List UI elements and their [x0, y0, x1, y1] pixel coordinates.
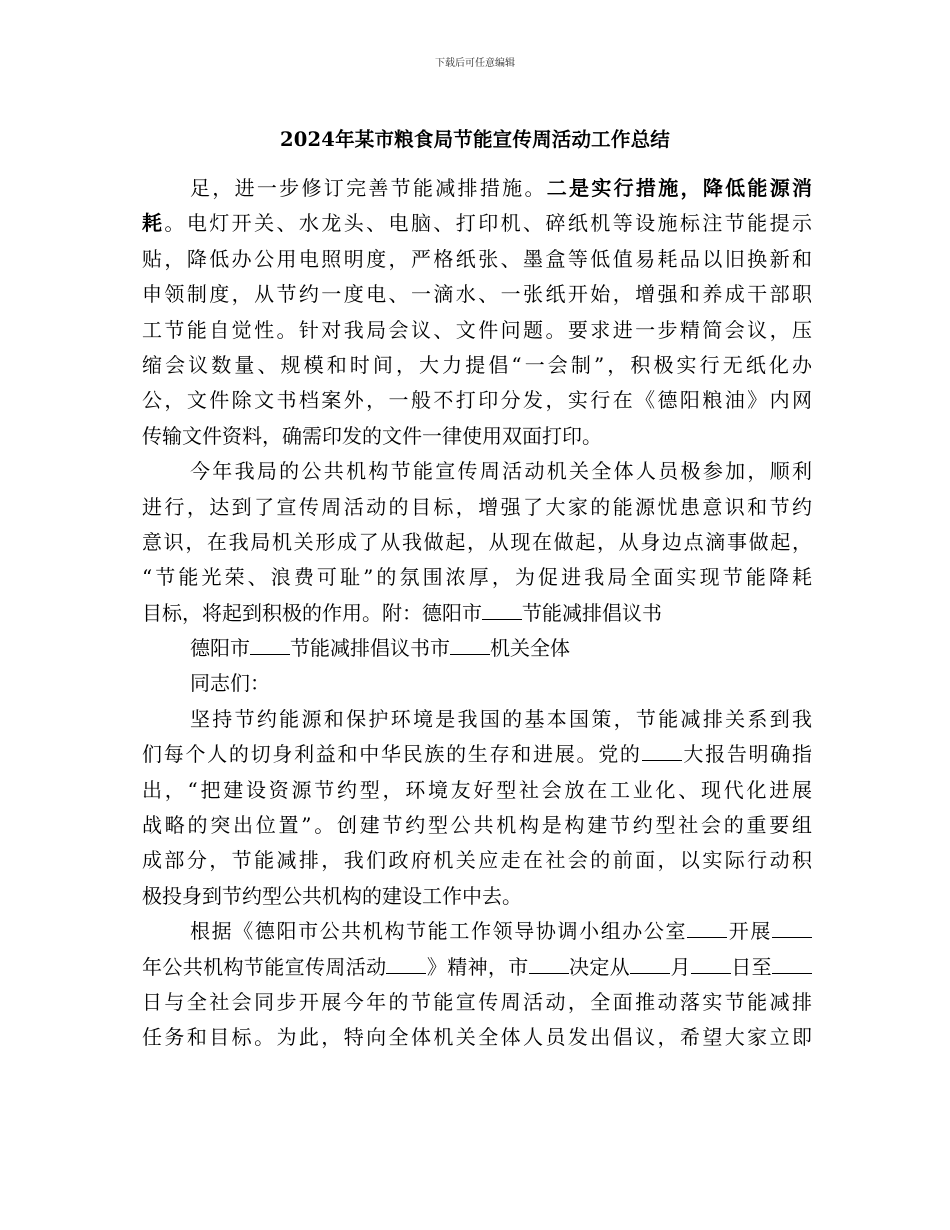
paragraph-line	[142, 914, 812, 948]
blank-underline	[482, 597, 522, 620]
paragraph-line	[142, 631, 812, 665]
salutation: 同志们：	[190, 671, 270, 696]
paragraph-line: 贴，降低办公用电照明度，严格纸张、墨盒等低值易耗品以旧换新和	[142, 246, 812, 271]
blank-underline	[691, 951, 731, 974]
paragraph-line: 坚持节约能源和保护环境是我国的基本国策，节能减排关系到我	[190, 706, 812, 731]
paragraph-line	[142, 206, 812, 240]
paragraph-line: 传输文件资料，确需印发的文件一律使用双面打印。	[142, 423, 602, 448]
text-run: 足，进一步修订完善节能减排措施。	[190, 176, 547, 200]
text-run: 根据《德阳市公共机构节能工作领导协调小组办公室	[190, 919, 688, 944]
text-run: 节能减排倡议书市	[290, 636, 450, 661]
blank-underline	[630, 951, 670, 974]
blank-underline	[772, 915, 812, 938]
paragraph-line: 缩会议数量、规模和时间，大力提倡“一会制”，积极实行无纸化办	[142, 352, 812, 377]
blank-underline	[386, 951, 426, 974]
blank-underline	[642, 738, 682, 761]
paragraph-line: “节能光荣、浪费可耻”的氛围浓厚，为促进我局全面实现节能降耗	[142, 565, 812, 590]
header-note: 下载后可任意编辑	[435, 58, 515, 69]
blank-underline	[687, 915, 727, 938]
text-run: 机关全体	[490, 636, 570, 661]
blank-underline	[529, 951, 569, 974]
bold-text-run: 二是实行措施，降低能源消	[546, 176, 813, 200]
paragraph-line: 公，文件除文书档案外，一般不打印分发，实行在《德阳粮油》内网	[142, 388, 812, 413]
paragraph-line: 极投身到节约型公共机构的建设工作中去。	[142, 883, 522, 908]
paragraph-line: 意识，在我局机关形成了从我做起，从现在做起，从身边点滴事做起，	[142, 529, 812, 554]
text-run: 月	[670, 954, 691, 979]
text-run: 们每个人的切身利益和中华民族的生存和进展。党的	[142, 742, 642, 767]
blank-underline	[450, 632, 490, 655]
paragraph-line	[142, 596, 812, 630]
paragraph-line: 工节能自觉性。针对我局会议、文件问题。要求进一步精简会议，压	[142, 317, 812, 342]
text-run: 》精神，市	[426, 954, 529, 979]
text-run: 大报告明确指	[681, 742, 813, 767]
paragraph-line	[142, 737, 812, 771]
text-run: 德阳市	[190, 636, 250, 661]
paragraph-line: 出，“把建设资源节约型，环境友好型社会放在工业化、现代化进展	[142, 777, 812, 802]
text-run: 节能减排倡议书	[522, 600, 662, 625]
text-run: 。电灯开关、水龙头、电脑、打印机、碎纸机等设施标注节能提示	[164, 211, 813, 236]
paragraph-line: 任务和目标。为此，特向全体机关全体人员发出倡议，希望大家立即	[142, 1025, 812, 1050]
text-run: 决定从	[568, 954, 631, 979]
paragraph-line: 成部分，节能减排，我们政府机关应走在社会的前面，以实际行动积	[142, 848, 812, 873]
text-run: 目标，将起到积极的作用。附：德阳市	[142, 600, 482, 625]
text-run: 开展	[727, 919, 773, 944]
text-run: 日至	[730, 954, 773, 979]
document-body	[142, 171, 812, 1056]
paragraph-line: 进行，达到了宣传周活动的目标，增强了大家的能源忧患意识和节约	[142, 494, 812, 519]
paragraph-line: 申领制度，从节约一度电、一滴水、一张纸开始，增强和养成干部职	[142, 282, 812, 307]
blank-underline	[250, 632, 290, 655]
text-run: 年公共机构节能宣传周活动	[142, 954, 387, 979]
bold-text-run: 耗	[142, 211, 165, 236]
paragraph-line: 今年我局的公共机构节能宣传周活动机关全体人员极参加，顺利	[190, 459, 812, 484]
paragraph-line	[142, 950, 812, 984]
paragraph-line	[142, 171, 812, 205]
document-title: 2024年某市粮食局节能宣传周活动工作总结	[280, 128, 670, 151]
blank-underline	[772, 951, 812, 974]
paragraph-line: 战略的突出位置”。创建节约型公共机构是构建节约型社会的重要组	[142, 813, 812, 838]
paragraph-line: 日与全社会同步开展今年的节能宣传周活动，全面推动落实节能减排	[142, 989, 812, 1014]
